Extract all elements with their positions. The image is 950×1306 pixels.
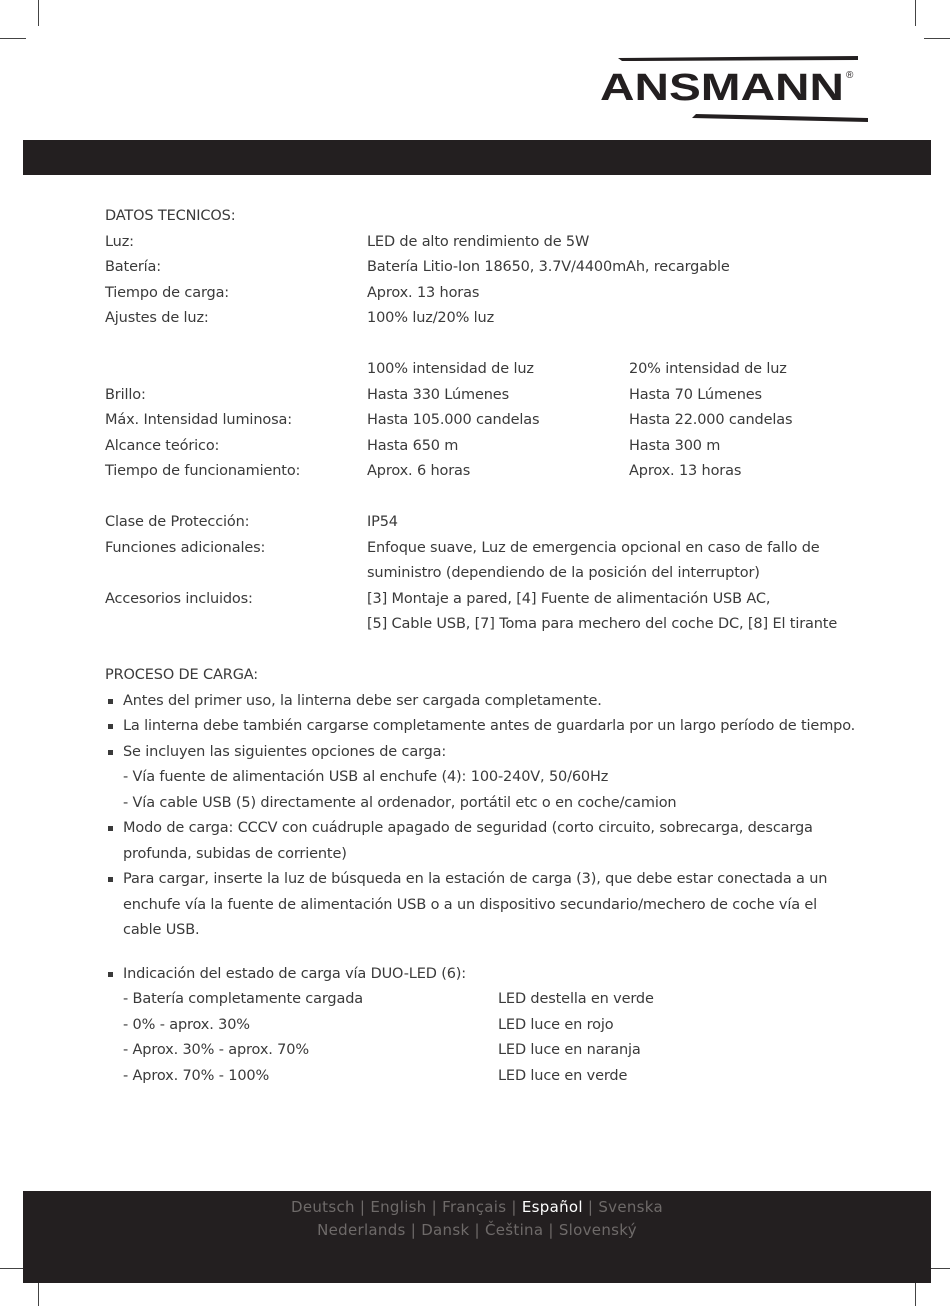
functions-row-cont [105,561,865,587]
bullet-line: cable USB. [123,922,200,938]
header-bar [23,140,931,175]
ansmann-logo [596,52,868,126]
bullet-item: Indicación del estado de carga vía DUO-LED (6): [105,962,865,988]
lang-separator: | [431,1198,438,1216]
value-100: Hasta 330 Lúmenes [367,386,509,403]
spec-value: Batería Litio-Ion 18650, 3.7V/4400mAh, recargable [367,259,730,275]
lang-link-svenska[interactable]: Svenska [598,1198,664,1216]
value-100: Hasta 650 m [367,437,459,454]
lang-link-dansk[interactable]: Dansk [421,1221,470,1239]
spec-label: Accesorios incluidos: [105,590,253,607]
spec-label: Alcance teórico: [105,437,220,454]
crop-mark [38,1280,39,1306]
accessories-row [105,587,865,613]
lang-separator: | [474,1221,480,1239]
lang-link-nederlands[interactable]: Nederlands [317,1221,406,1239]
intensity-header-100: 100% intensidad de luz [367,361,534,377]
intensity-row [105,434,865,460]
led-indication: LED luce en rojo [498,1016,614,1033]
crop-mark [0,38,26,39]
intensity-header-row [105,357,865,383]
led-state: - 0% - aprox. 30% [123,1016,250,1033]
spec-value: [3] Montaje a pared, [4] Fuente de alimentación USB AC, [367,590,771,607]
sub-item: - Vía fuente de alimentación USB al enchufe (4): 100-240V, 50/60Hz [123,769,609,785]
language-line-1 [23,1196,931,1219]
bullet-item [105,816,865,867]
bullet-line: Modo de carga: CCCV con cuádruple apagado de seguridad (corto circuito, sobrecarga, descarga [123,820,813,836]
led-row [105,1064,865,1090]
led-row [105,987,865,1013]
spec-label: Máx. Intensidad luminosa: [105,412,292,428]
bullet-line: enchufe vía la fuente de alimentación USB o a un dispositivo secundario/mechero de coche vía el [123,896,818,913]
spec-label: Batería: [105,259,161,275]
spec-label: Tiempo de carga: [105,284,230,301]
crop-mark [38,0,39,26]
language-footer [23,1191,931,1283]
lang-separator: | [587,1198,594,1216]
protection-row [105,510,865,536]
crop-mark [915,1280,916,1306]
led-row [105,1013,865,1039]
led-indication: LED luce en verde [498,1067,628,1084]
value-100: Aprox. 6 horas [367,463,471,479]
intensity-row [105,408,865,434]
charging-heading [105,663,865,689]
spec-value: Aprox. 13 horas [367,284,480,301]
accessories-row-cont [105,612,865,638]
lang-separator: | [359,1198,366,1216]
value-20: Hasta 22.000 candelas [629,412,793,428]
value-20: Hasta 70 Lúmenes [629,386,762,403]
lang-link-slovensky[interactable]: Slovenský [558,1221,637,1239]
spec-label: Brillo: [105,386,146,403]
crop-mark [924,38,950,39]
spec-value: IP54 [367,514,398,530]
spec-label: Funciones adicionales: [105,539,266,556]
spec-label: Luz: [105,233,134,250]
document-body [105,204,865,1089]
lang-link-francais[interactable]: Français [442,1198,507,1216]
led-state: - Aprox. 70% - 100% [123,1067,270,1084]
spec-value: [5] Cable USB, [7] Toma para mechero del coche DC, [8] El tirante [367,616,838,632]
bullet-item: La linterna debe también cargarse completamente antes de guardarla por un largo período de tiempo. [105,714,865,740]
intensity-row [105,383,865,409]
led-indication: LED destella en verde [498,991,654,1007]
spec-value: 100% luz/20% luz [367,310,495,326]
spec-value: suministro (dependiendo de la posición del interruptor) [367,565,760,581]
spec-row [105,255,865,281]
technical-heading [105,204,865,230]
led-state: - Batería completamente cargada [123,991,364,1007]
language-line-2 [23,1219,931,1242]
bullet-line: profunda, subidas de corriente) [123,845,347,862]
lang-separator: | [511,1198,517,1216]
spec-row [105,306,865,332]
led-state: - Aprox. 30% - aprox. 70% [123,1042,309,1058]
functions-row [105,536,865,562]
lang-link-english[interactable]: English [370,1198,427,1216]
lang-link-espanol[interactable]: Español [521,1198,583,1216]
value-100: Hasta 105.000 candelas [367,412,540,428]
bullet-item [105,867,865,944]
logo-text: ANSMANN [600,67,844,109]
spec-value: LED de alto rendimiento de 5W [367,233,590,250]
lang-separator: | [410,1221,417,1239]
value-20: Hasta 300 m [629,437,721,454]
spec-row [105,230,865,256]
intensity-header-20: 20% intensidad de luz [629,361,787,377]
led-indication: LED luce en naranja [498,1042,641,1058]
spec-label: Ajustes de luz: [105,310,209,326]
section-heading: DATOS TECNICOS: [105,208,236,224]
section-heading: PROCESO DE CARGA: [105,667,259,683]
lang-link-cestina[interactable]: Čeština [484,1221,544,1239]
spec-value: Enfoque suave, Luz de emergencia opcional en caso de fallo de [367,539,820,556]
sub-item: - Vía cable USB (5) directamente al ordenador, portátil etc o en coche/camion [123,794,677,811]
bullet-item: Antes del primer uso, la linterna debe ser cargada completamente. [105,689,865,715]
led-row [105,1038,865,1064]
lang-separator: | [548,1221,554,1239]
intensity-row [105,459,865,485]
spec-label: Tiempo de funcionamiento: [105,463,301,479]
bullet-line: Para cargar, inserte la luz de búsqueda en la estación de carga (3), que debe estar conectada a un [123,871,828,887]
spec-row [105,281,865,307]
lang-link-deutsch[interactable]: Deutsch [290,1198,355,1216]
value-20: Aprox. 13 horas [629,463,742,479]
registered-mark: ® [846,70,854,81]
crop-mark [915,0,916,26]
spec-label: Clase de Protección: [105,514,250,530]
bullet-item: Se incluyen las siguientes opciones de carga: [105,740,865,766]
